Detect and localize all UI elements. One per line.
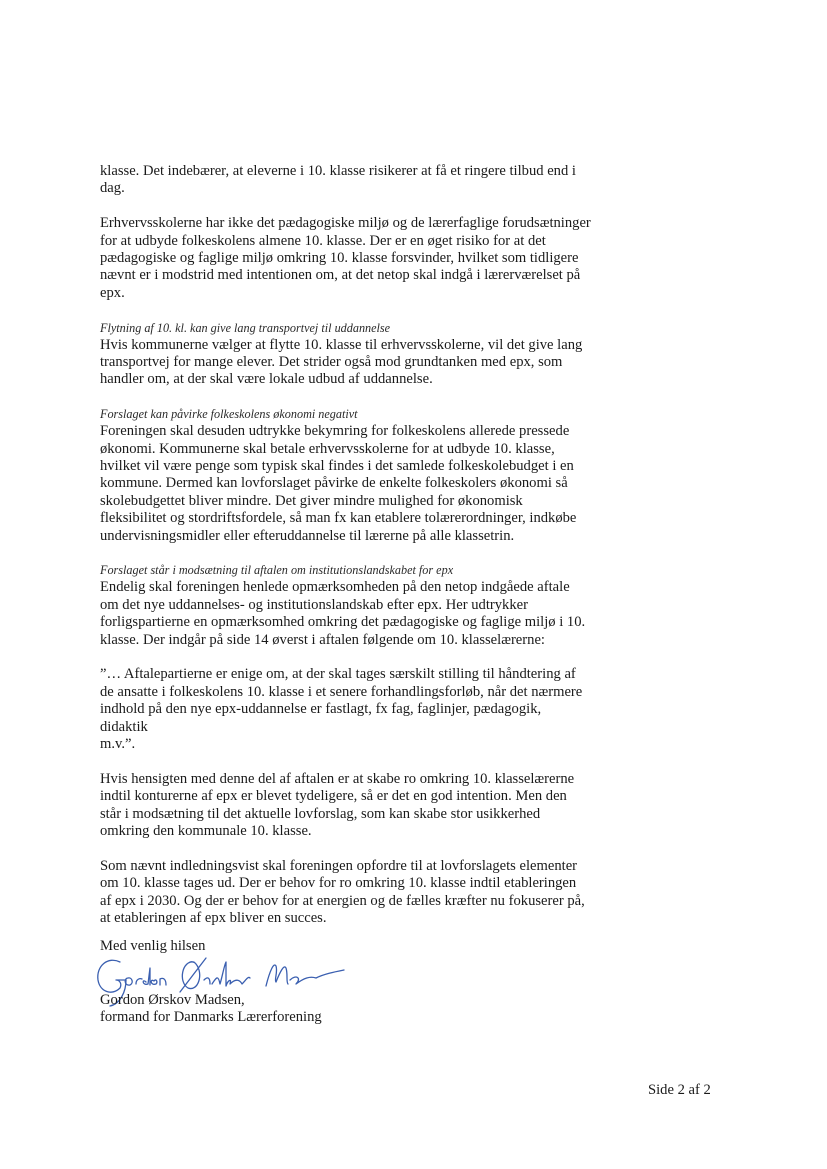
- section-heading-agreement: Forslaget står i modsætning til aftalen om institutionslandskabet for epx: [100, 563, 454, 578]
- paragraph-vocational-schools: Erhvervsskolerne har ikke det pædagogiske miljø og de lærerfaglige forudsætninger for at udbyde folkeskolens almene 10. klasse. Der er en øget risiko for at det pædagogiske og faglige miljø omkring 10. klasse forsvinder, hvilket som tidligere nævnt er i modstrid med intentionen om, at det netop skal indgå i lærerværelset på epx.: [100, 215, 591, 301]
- paragraph-conclusion: Som nævnt indledningsvist skal foreningen opfordre til at lovforslagets elementer om 10. klasse tages ud. Der er behov for ro omkring 10. klasse indtil etableringen af epx i 2030. Og der er behov for at energien og de fælles kræfter nu fokuserer på, at etableringen af epx bliver en succes.: [100, 857, 585, 927]
- section-heading-economy: Forslaget kan påvirke folkeskolens økonomi negativt: [100, 407, 358, 422]
- signer-title: formand for Danmarks Lærerforening: [100, 1009, 322, 1026]
- signer-block: [100, 992, 322, 1027]
- signer-name: Gordon Ørskov Madsen,: [100, 992, 245, 1008]
- section-heading-transport: Flytning af 10. kl. kan give lang transportvej til uddannelse: [100, 320, 391, 335]
- signature-label: Gordon Ørskov Madsen: [90, 1011, 100, 1012]
- section-text-transport: Hvis kommunerne vælger at flytte 10. klasse til erhvervsskolerne, vil det give lang transportvej for mange elever. Det strider også mod grundtanken med epx, som handler om, at der skal være lokale udbud af uddannelse.: [100, 336, 583, 388]
- page-number: Side 2 af 2: [648, 1082, 711, 1098]
- closing-greeting: Med venlig hilsen: [100, 938, 206, 954]
- paragraph-continuation: klasse. Det indebærer, at eleverne i 10. klasse risikerer at få et ringere tilbud end i dag.: [100, 163, 576, 197]
- section-text-agreement: Endelig skal foreningen henlede opmærksomheden på den netop indgåede aftale om det nye uddannelses- og institutionslandskab efter epx. Her udtrykker forligspartierne en opmærksomhed omkring det pædagogiske og faglige miljø i 10. klasse. Der indgår på side 14 øverst i aftalen følgende om 10. klasselærerne:: [100, 579, 586, 648]
- agreement-quote: ”… Aftalepartierne er enige om, at der skal tages særskilt stilling til håndtering af de ansatte i folkeskolens 10. klasse i et senere forhandlingsforløb, når det nærmere indhold på den nye epx-uddannelse er fastlagt, fx fag, faglinjer, pædagogik, didaktik m.v.”.: [100, 666, 583, 753]
- paragraph-intention: Hvis hensigten med denne del af aftalen er at skabe ro omkring 10. klasselærerne indtil konturerne af epx er blevet tydeligere, så er det en god intention. Men den står i modsætning til det aktuelle lovforslag, som kan skabe stor usikkerhed omkring den kommunale 10. klasse.: [100, 770, 575, 840]
- letter-body: [100, 163, 592, 945]
- section-text-economy: Foreningen skal desuden udtrykke bekymring for folkeskolens allerede pressede økonomi. Kommunerne skal betale erhvervsskolerne for at udbyde 10. klasse, hvilket vil være penge som typisk skal findes i det samlede folkeskolebudget i en kommune. Dermed kan lovforslaget påvirke de enkelte folkeskolers økonomi så skolebudgettet bliver mindre. Det giver mindre mulighed for økonomisk fleksibilitet og stordriftsfordele, så man fx kan etablere tolærerordninger, indkøbe undervisningsmidler eller efteruddannelse til lærerne på alle klassetrin.: [100, 423, 577, 544]
